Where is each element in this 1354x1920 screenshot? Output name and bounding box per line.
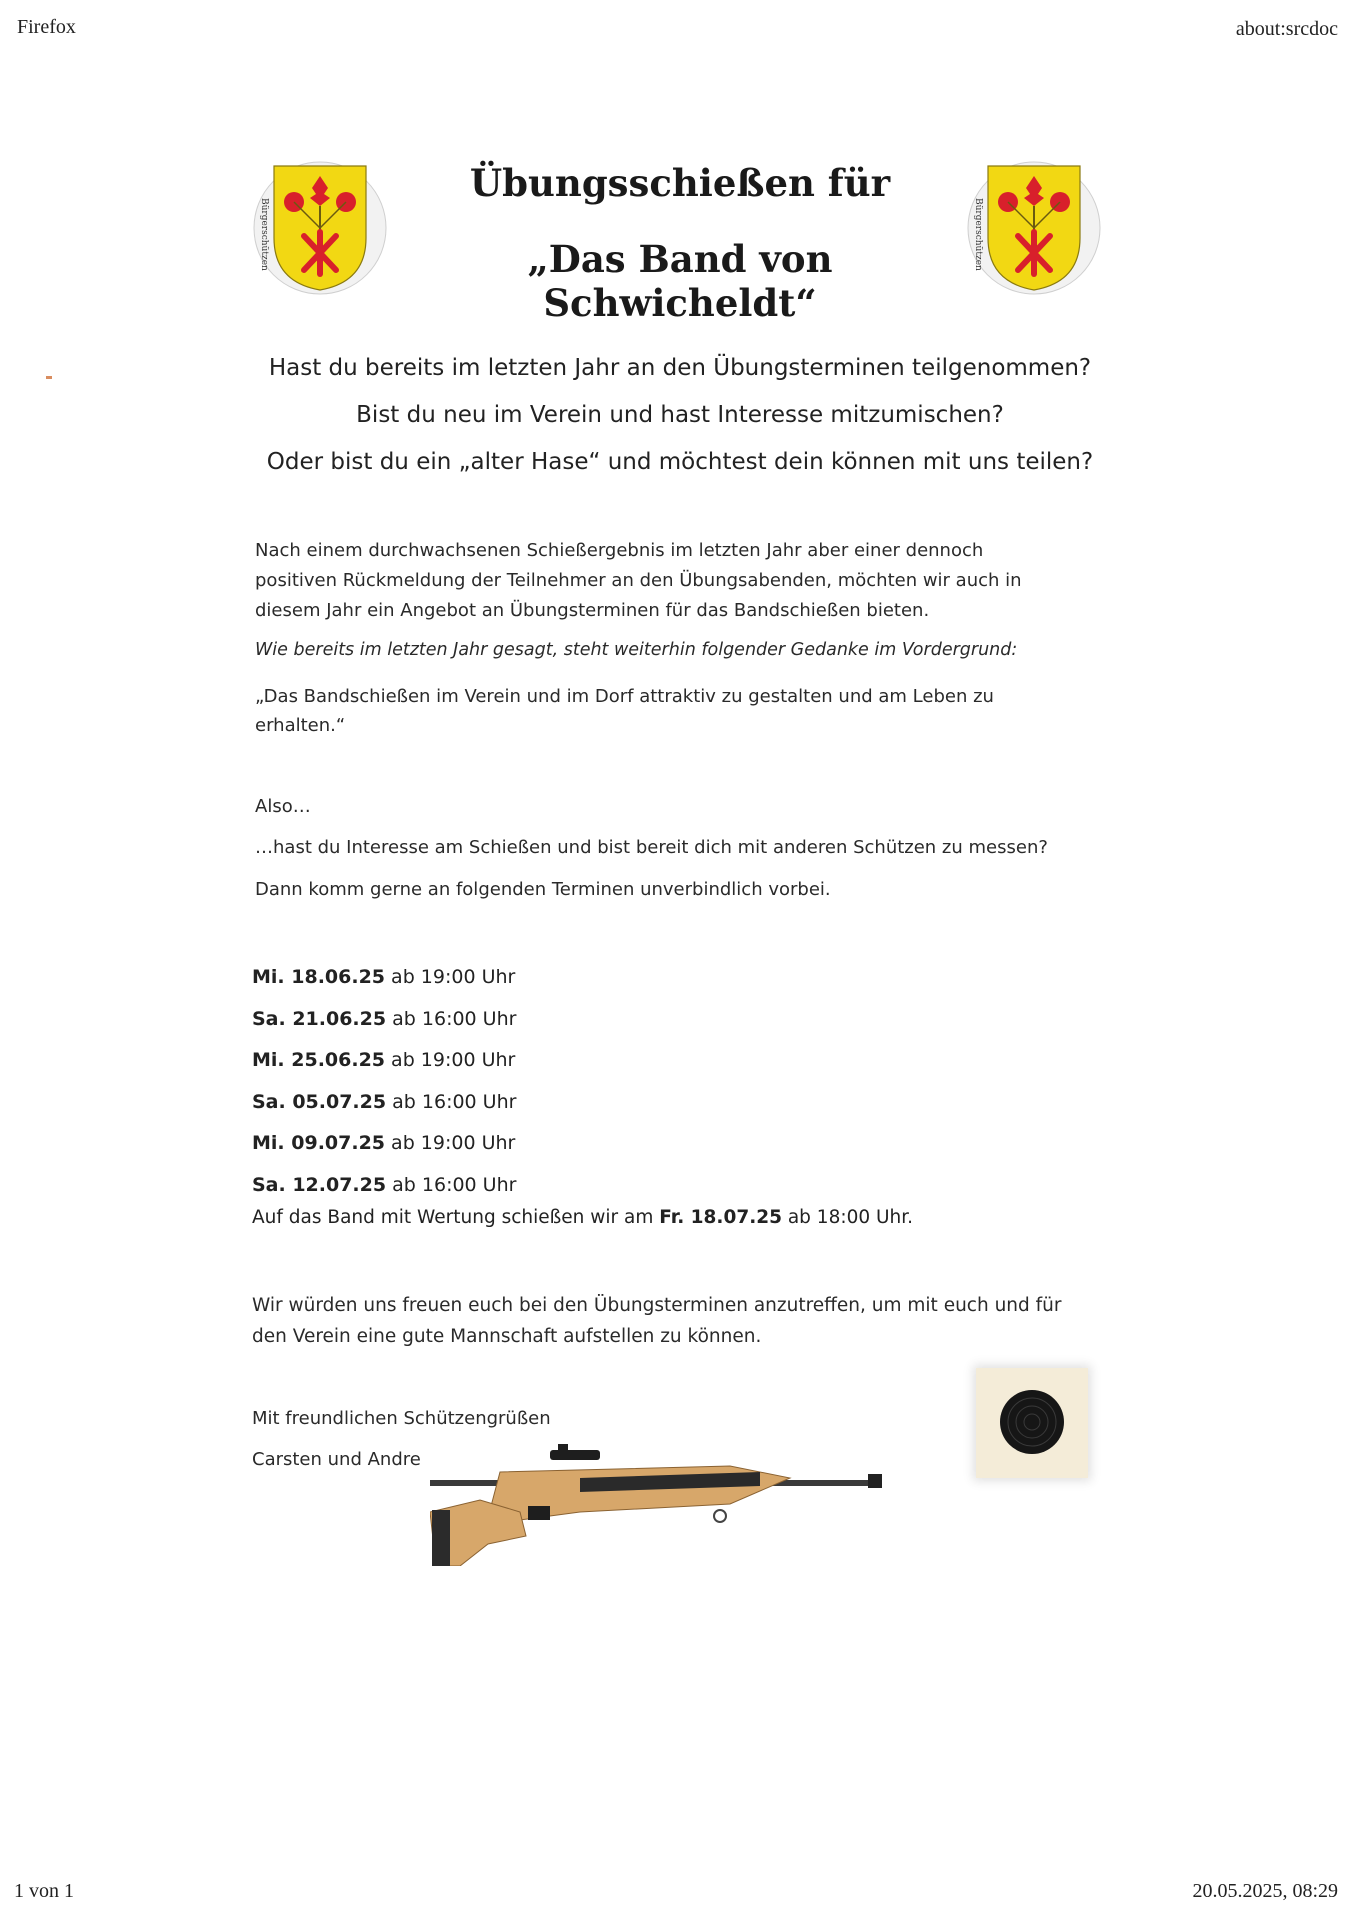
date-row [252, 999, 516, 1041]
final-scoring-line [252, 1207, 913, 1228]
club-crest-right [964, 158, 1104, 298]
crest-text-right: Bürgerschützen [973, 198, 983, 271]
title-line-1: Übungsschießen für [469, 161, 891, 205]
browser-app-name: Firefox [17, 16, 76, 38]
closing-line: den Verein eine gute Mannschaft aufstellen zu können. [252, 1326, 762, 1347]
date-row [252, 957, 516, 999]
final-date: Fr. 18.07.25 [659, 1207, 782, 1228]
intro-line: Bist du neu im Verein und hast Interesse mitzumischen? [356, 402, 1004, 428]
date-row [252, 1082, 516, 1124]
date-row [252, 1165, 516, 1207]
time-value: ab 19:00 Uhr [385, 966, 516, 988]
closing-line: Wir würden uns freuen euch bei den Übungsterminen anzutreffen, um mit euch und für [252, 1295, 1062, 1316]
quote-line: erhalten.“ [255, 715, 346, 736]
quote [255, 682, 1115, 740]
date-value: Mi. 18.06.25 [252, 966, 386, 988]
signature: Carsten und Andre [252, 1449, 421, 1470]
paragraph-thought: Wie bereits im letzten Jahr gesagt, steht weiterhin folgender Gedanke im Vordergrund: [255, 640, 1018, 660]
greeting: Mit freundlichen Schützengrüßen [252, 1408, 551, 1429]
intro-line: Hast du bereits im letzten Jahr an den Übungsterminen teilgenommen? [268, 355, 1092, 381]
rifle-illustration [430, 1416, 890, 1566]
time-value: ab 16:00 Uhr [386, 1090, 517, 1113]
date-value: Sa. 12.07.25 [252, 1173, 387, 1196]
question-text: …hast du Interesse am Schießen und bist bereit dich mit anderen Schützen zu messen? [255, 837, 1048, 858]
closing-paragraph [252, 1290, 1112, 1352]
final-suffix: ab 18:00 Uhr. [781, 1207, 914, 1228]
time-value: ab 16:00 Uhr [386, 1173, 517, 1196]
invite-text: Dann komm gerne an folgenden Terminen unverbindlich vorbei. [255, 879, 831, 900]
page-count: 1 von 1 [14, 1880, 74, 1902]
date-value: Sa. 05.07.25 [252, 1090, 387, 1113]
target-icon [976, 1368, 1088, 1478]
date-value: Sa. 21.06.25 [252, 1007, 387, 1030]
time-value: ab 16:00 Uhr [386, 1007, 517, 1030]
also-text: Also… [255, 796, 311, 817]
paragraph-line: diesem Jahr ein Angebot an Übungsterminen für das Bandschießen bieten. [255, 600, 930, 621]
club-crest-left [250, 158, 390, 298]
intro-questions [250, 345, 1110, 486]
print-datetime: 20.05.2025, 08:29 [1192, 1880, 1338, 1902]
paragraph-line: Nach einem durchwachsenen Schießergebnis im letzten Jahr aber einer dennoch [255, 540, 984, 561]
browser-url: about:srcdoc [1235, 18, 1338, 40]
quote-line: „Das Bandschießen im Verein und im Dorf attraktiv zu gestalten und am Leben zu [255, 686, 994, 707]
intro-line: Oder bist du ein „alter Hase“ und möchtest dein können mit uns teilen? [266, 449, 1094, 475]
target-card [976, 1368, 1088, 1478]
paragraph-intro [255, 536, 1115, 626]
date-value: Mi. 09.07.25 [252, 1132, 386, 1154]
date-row [252, 1123, 516, 1165]
paragraph-line: positiven Rückmeldung der Teilnehmer an den Übungsabenden, möchten wir auch in [255, 570, 1022, 591]
training-dates-list [252, 957, 516, 1206]
final-prefix: Auf das Band mit Wertung schießen wir am [252, 1207, 660, 1228]
date-row [252, 1040, 516, 1082]
time-value: ab 19:00 Uhr [385, 1132, 516, 1154]
time-value: ab 19:00 Uhr [385, 1049, 516, 1071]
scan-mark [46, 376, 52, 379]
date-value: Mi. 25.06.25 [252, 1049, 386, 1071]
crest-text-left: Bürgerschützen [259, 198, 269, 271]
title-line-2: „Das Band von Schwicheldt“ [527, 237, 833, 325]
